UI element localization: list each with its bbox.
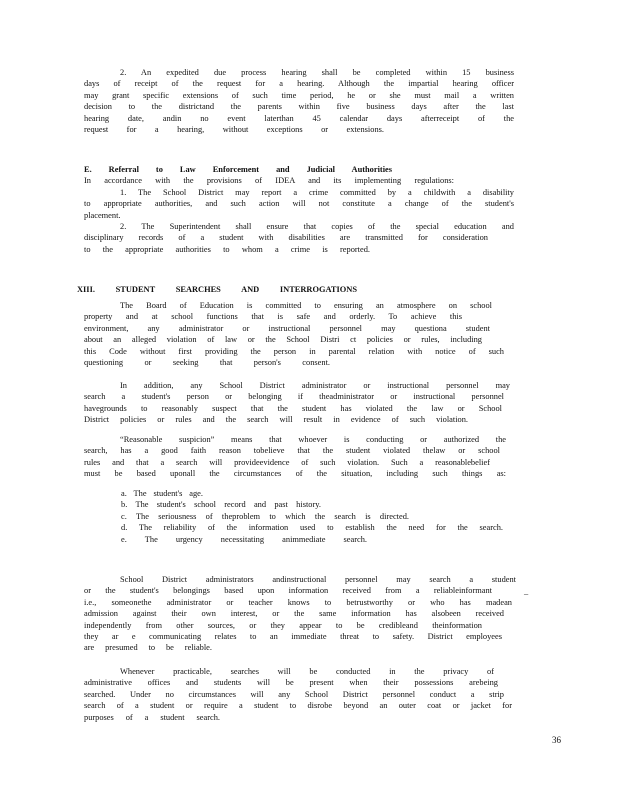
text-line: District policies or rules and the search will result in evidence of such violation. — [84, 415, 468, 425]
text-line: In addition, any School District administrator or instructional personnel may — [120, 381, 510, 390]
text-line: admission against their own interest, or the same information has alsobeen received — [84, 609, 504, 619]
text-line: purposes of a student search. — [84, 712, 220, 722]
text-line: searched. Under no circumstances will any School District personnel conduct a strip — [84, 689, 504, 699]
list-item: b. The student's school record and past history. — [121, 500, 321, 510]
stray-dash: – — [524, 589, 529, 598]
list-item: a. The student's age. — [121, 489, 203, 498]
text-line: placement. — [84, 210, 121, 220]
text-line: 1. The School District may report a crime committed by a childwith a disability — [120, 187, 514, 197]
text-line: or the student's belongings based upon information received from a reliableinformant — [84, 586, 492, 596]
text-line: Whenever practicable, searches will be conducted in the privacy of — [120, 667, 494, 676]
text-line: may grant specific extensions of such time period, he or she must mail a written — [84, 90, 514, 100]
text-line: 2. An expedited due process hearing shall be completed within 15 business — [120, 68, 514, 77]
section-e — [84, 164, 514, 255]
text-line: disciplinary records of a student with disabilities are transmitted for consideration — [84, 233, 488, 243]
list-item: e. The urgency necessitating animmediate search. — [121, 534, 367, 544]
text-line: questioning or seeking that person's consent. — [84, 358, 330, 368]
page-number: 36 — [552, 735, 561, 745]
list-item: c. The seriousness of theproblem to which the search is directed. — [121, 511, 409, 521]
section-xiii-heading: XIII. STUDENT SEARCHES AND INTERROGATIONS — [77, 285, 357, 294]
xiii-paragraph-2 — [84, 380, 514, 426]
text-line: are presumed to be reliable. — [84, 643, 212, 653]
text-line: about an alleged violation of law or the School Distri ct policies or rules, including — [84, 335, 482, 345]
text-line: this Code without first providing the person in parental relation with notice of such — [84, 346, 504, 356]
text-line: request for a hearing, without exceptions or extensions. — [84, 125, 384, 135]
text-line: The Board of Education is committed to ensuring an atmosphere on school — [120, 301, 492, 310]
text-line: i.e., someonethe administrator or teacher knows to betrustworthy or who has madean — [84, 597, 512, 607]
text-line: must be based uponall the circumstances of the situation, including such things as: — [84, 469, 506, 479]
text-line: independently from other sources, or they appear to be credibleand theinformation — [84, 620, 482, 630]
text-line: 2. The Superintendent shall ensure that copies of the special education and — [120, 222, 514, 232]
text-line: decision to the districtand the parents within five business days after the last — [84, 102, 514, 112]
expedited-hearing-paragraph — [84, 67, 514, 135]
section-e-heading: E. Referral to Law Enforcement and Judicial Authorities — [84, 165, 392, 174]
text-line: search a student's person or belonging if theadministrator or instructional personnel — [84, 392, 504, 402]
text-line: to the appropriate authorities to whom a crime is reported. — [84, 244, 370, 254]
text-line: property and at school functions that is safe and orderly. To achieve this — [84, 312, 462, 322]
text-line: School District administrators andinstructional personnel may search a student — [120, 575, 516, 584]
text-line: In accordance with the provisions of IDEA and its implementing regulations: — [84, 176, 454, 186]
search-factors-list — [121, 488, 503, 545]
text-line: havegrounds to reasonably suspect that the student has violated the law or School — [84, 403, 502, 413]
text-line: environment, any administrator or instructional personnel may questiona student — [84, 323, 490, 333]
text-line: they ar e communicating relates to an immediate threat to safety. District employees — [84, 632, 502, 642]
xiii-paragraph-3 — [84, 434, 514, 480]
text-line: rules and that a search will provideevidence of such violation. Such a reasonablebelief — [84, 457, 490, 467]
list-item: d. The reliability of the information used to establish the need for the search. — [121, 523, 503, 533]
text-line: “Reasonable suspicion” means that whoever is conducting or authorized the — [120, 435, 506, 444]
xiii-paragraph-4 — [84, 574, 514, 654]
text-line: days of receipt of the request for a hearing. Although the impartial hearing officer — [84, 79, 514, 89]
text-line: hearing date, andin no event laterthan 45 calendar days afterreceipt of the — [84, 113, 514, 123]
text-line: search of a student or require a student to disrobe beyond an outer coat or jacket for — [84, 701, 512, 711]
text-line: search, has a good faith reason tobelieve that the student violated thelaw or school — [84, 446, 500, 456]
xiii-paragraph-5 — [84, 666, 514, 723]
text-line: administrative offices and students will be present when their possessions arebeing — [84, 678, 498, 688]
text-line: to appropriate authorities, and such action will not constitute a change of the student's — [84, 199, 514, 209]
xiii-paragraph-1 — [84, 300, 514, 368]
